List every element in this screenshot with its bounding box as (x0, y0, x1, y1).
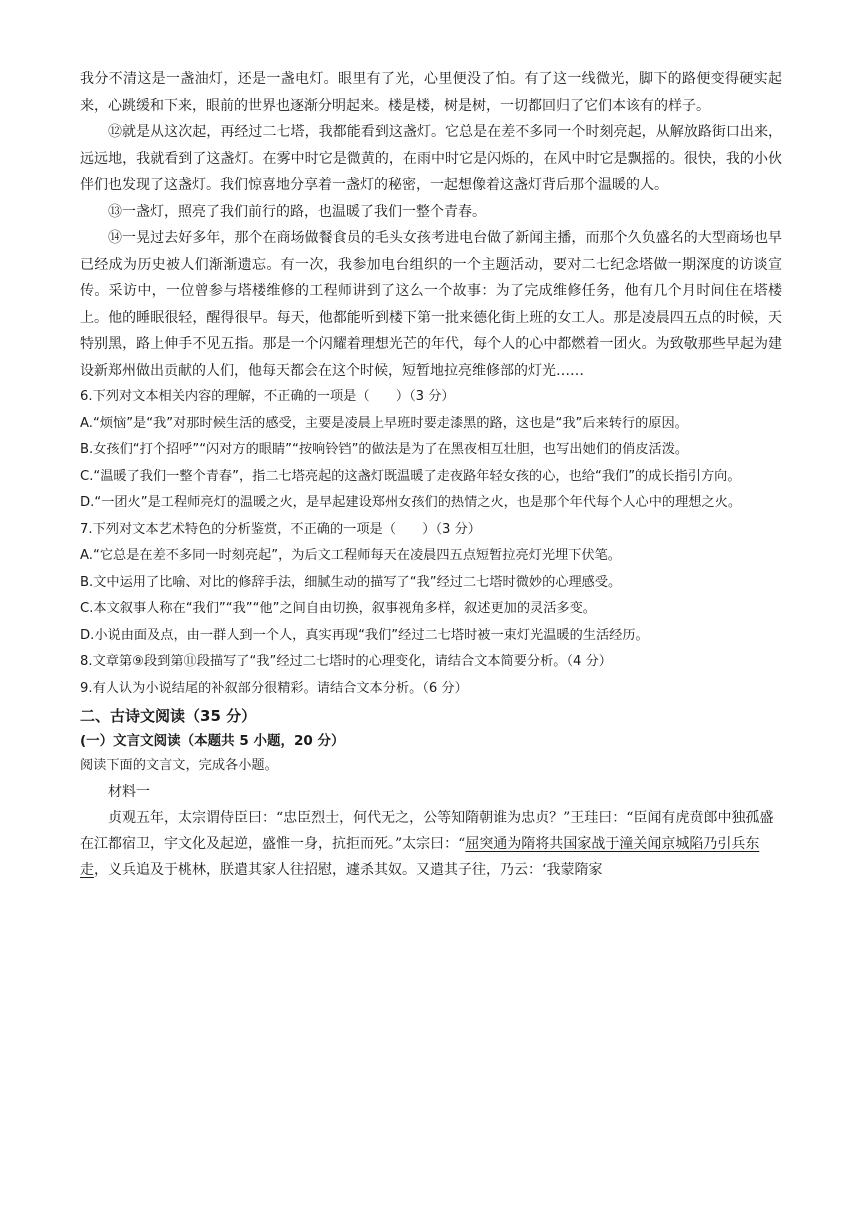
passage-paragraph-13: ⑬一盏灯，照亮了我们前行的路，也温暖了我们一整个青春。 (108, 203, 486, 220)
material-text-end: ，义兵追及于桃林，朕遣其家人往招慰，遽杀其奴。又遣其子往，乃云：‘我蒙隋家 (94, 862, 603, 878)
question-6-option-d: D.“一团火”是工程师亮灯的温暖之火，是早起建设郑州女孩们的热情之火，也是那个年代每个人心中的理想之火。 (80, 495, 742, 510)
question-7-option-c: C.本文叙事人称在“我们”“我”“他”之间自由切换，叙事视角多样，叙述更加的灵活多变。 (80, 601, 596, 616)
question-7-option-b: B.文中运用了比喻、对比的修辞手法，细腻生动的描写了“我”经过二七塔时微妙的心理感受。 (80, 574, 622, 590)
question-8: 8.文章第⑨段到第⑪段描写了“我”经过二七塔时的心理变化，请结合文本简要分析。（4 分） (80, 654, 612, 669)
question-6-option-c: C.“温暖了我们一整个青春”，指二七塔亮起的这盏灯既温暖了走夜路年轻女孩的心，也给“我们”的成长指引方向。 (80, 468, 741, 484)
question-7-stem: 7.下列对文本艺术特色的分析鉴赏，不正确的一项是（ ）（3 分） (80, 521, 481, 537)
passage-paragraph-12: ⑫就是从这次起，再经过二七塔，我都能看到这盏灯。它总是在差不多同一个时刻亮起，从解放路街口出来，远远地，我就看到了这盏灯。在雾中时它是微黄的，在雨中时它是闪烁的，在风中时它是飘摇的。很快，我的小伙伴们也发现了这盏灯。我们惊喜地分享着一盏灯的秘密，一起想像着这盏灯背后那个温暖的人。 (80, 124, 782, 193)
question-6-stem: 6.下列对文本相关内容的理解，不正确的一项是（ ）（3 分） (80, 389, 455, 404)
question-7-option-d: D.小说由面及点，由一群人到一个人，真实再现“我们”经过二七塔时被一束灯光温暖的生活经历。 (80, 627, 649, 643)
material-text-start: 贞观五年，太宗谓侍臣曰：“忠臣烈士，何代无之，公等知隋朝谁为忠贞？”王珪曰：“臣闻有虎贲郎中独孤盛在江都宿卫，宇文化及起逆，盛惟一身，抗拒而死。”太宗曰：“ (80, 810, 774, 852)
question-6-option-b: B.女孩们“打个招呼”“闪对方的眼睛”“按响铃铛”的做法是为了在黑夜相互壮胆，也写出她们的俏皮活泼。 (80, 442, 689, 457)
question-6 (80, 384, 782, 517)
underlined-sentence: 屈突通为隋将共国家战于潼关闻京城陷乃引兵东走 (80, 836, 760, 878)
document-page (80, 66, 782, 883)
subsection-heading: (一）文言文阅读（本题共 5 小题，20 分） (80, 733, 345, 749)
passage-paragraph-14: ⑭一晃过去好多年，那个在商场做餐食员的毛头女孩考进电台做了新闻主播，而那个久负盛名的大型商场也早已经成为历史被人们渐渐遗忘。有一次，我参加电台组织的一个主题活动，要对二七纪念塔做一期深度的访谈宣传。采访中，一位曾参与塔楼维修的工程师讲到了这么一个故事：为了完成维修任务，他有几个月时间住在塔楼上。他的睡眠很轻，醒得很早。每天，他都能听到楼下第一批来德化街上班的女工人。那是凌晨四五点的时候，天特别黑，路上伸手不见五指。那是一个闪耀着理想光芒的年代，每个人的心中都燃着一团火。为致敬那些早起为建设新郑州做出贡献的人们，他每天都会在这个时候，短暂地拉亮维修部的灯光…… (80, 230, 782, 379)
material-one-text (80, 805, 782, 883)
material-label: 材料一 (108, 784, 150, 800)
passage-paragraph-11-continued: 我分不清这是一盏油灯，还是一盏电灯。眼里有了光，心里便没了怕。有了这一线微光，脚下的路便变得硬实起来，心跳缓和下来，眼前的世界也逐渐分明起来。楼是楼，树是树，一切都回归了它们本该有的样子。 (80, 71, 782, 114)
question-6-option-a: A.“烦恼”是“我”对那时候生活的感受，主要是凌晨上早班时要走漆黑的路，这也是“我”后来转行的原因。 (80, 415, 688, 431)
reading-instruction: 阅读下面的文言文，完成各小题。 (80, 758, 278, 773)
question-7 (80, 517, 782, 650)
section-heading: 二、古诗文阅读（35 分） (80, 707, 257, 725)
question-9: 9.有人认为小说结尾的补叙部分很精彩。请结合文本分析。（6 分） (80, 680, 468, 696)
question-7-option-a: A.“它总是在差不多同一时刻亮起”，为后文工程师每天在凌晨四五点短暂拉亮灯光埋下伏笔。 (80, 548, 621, 563)
